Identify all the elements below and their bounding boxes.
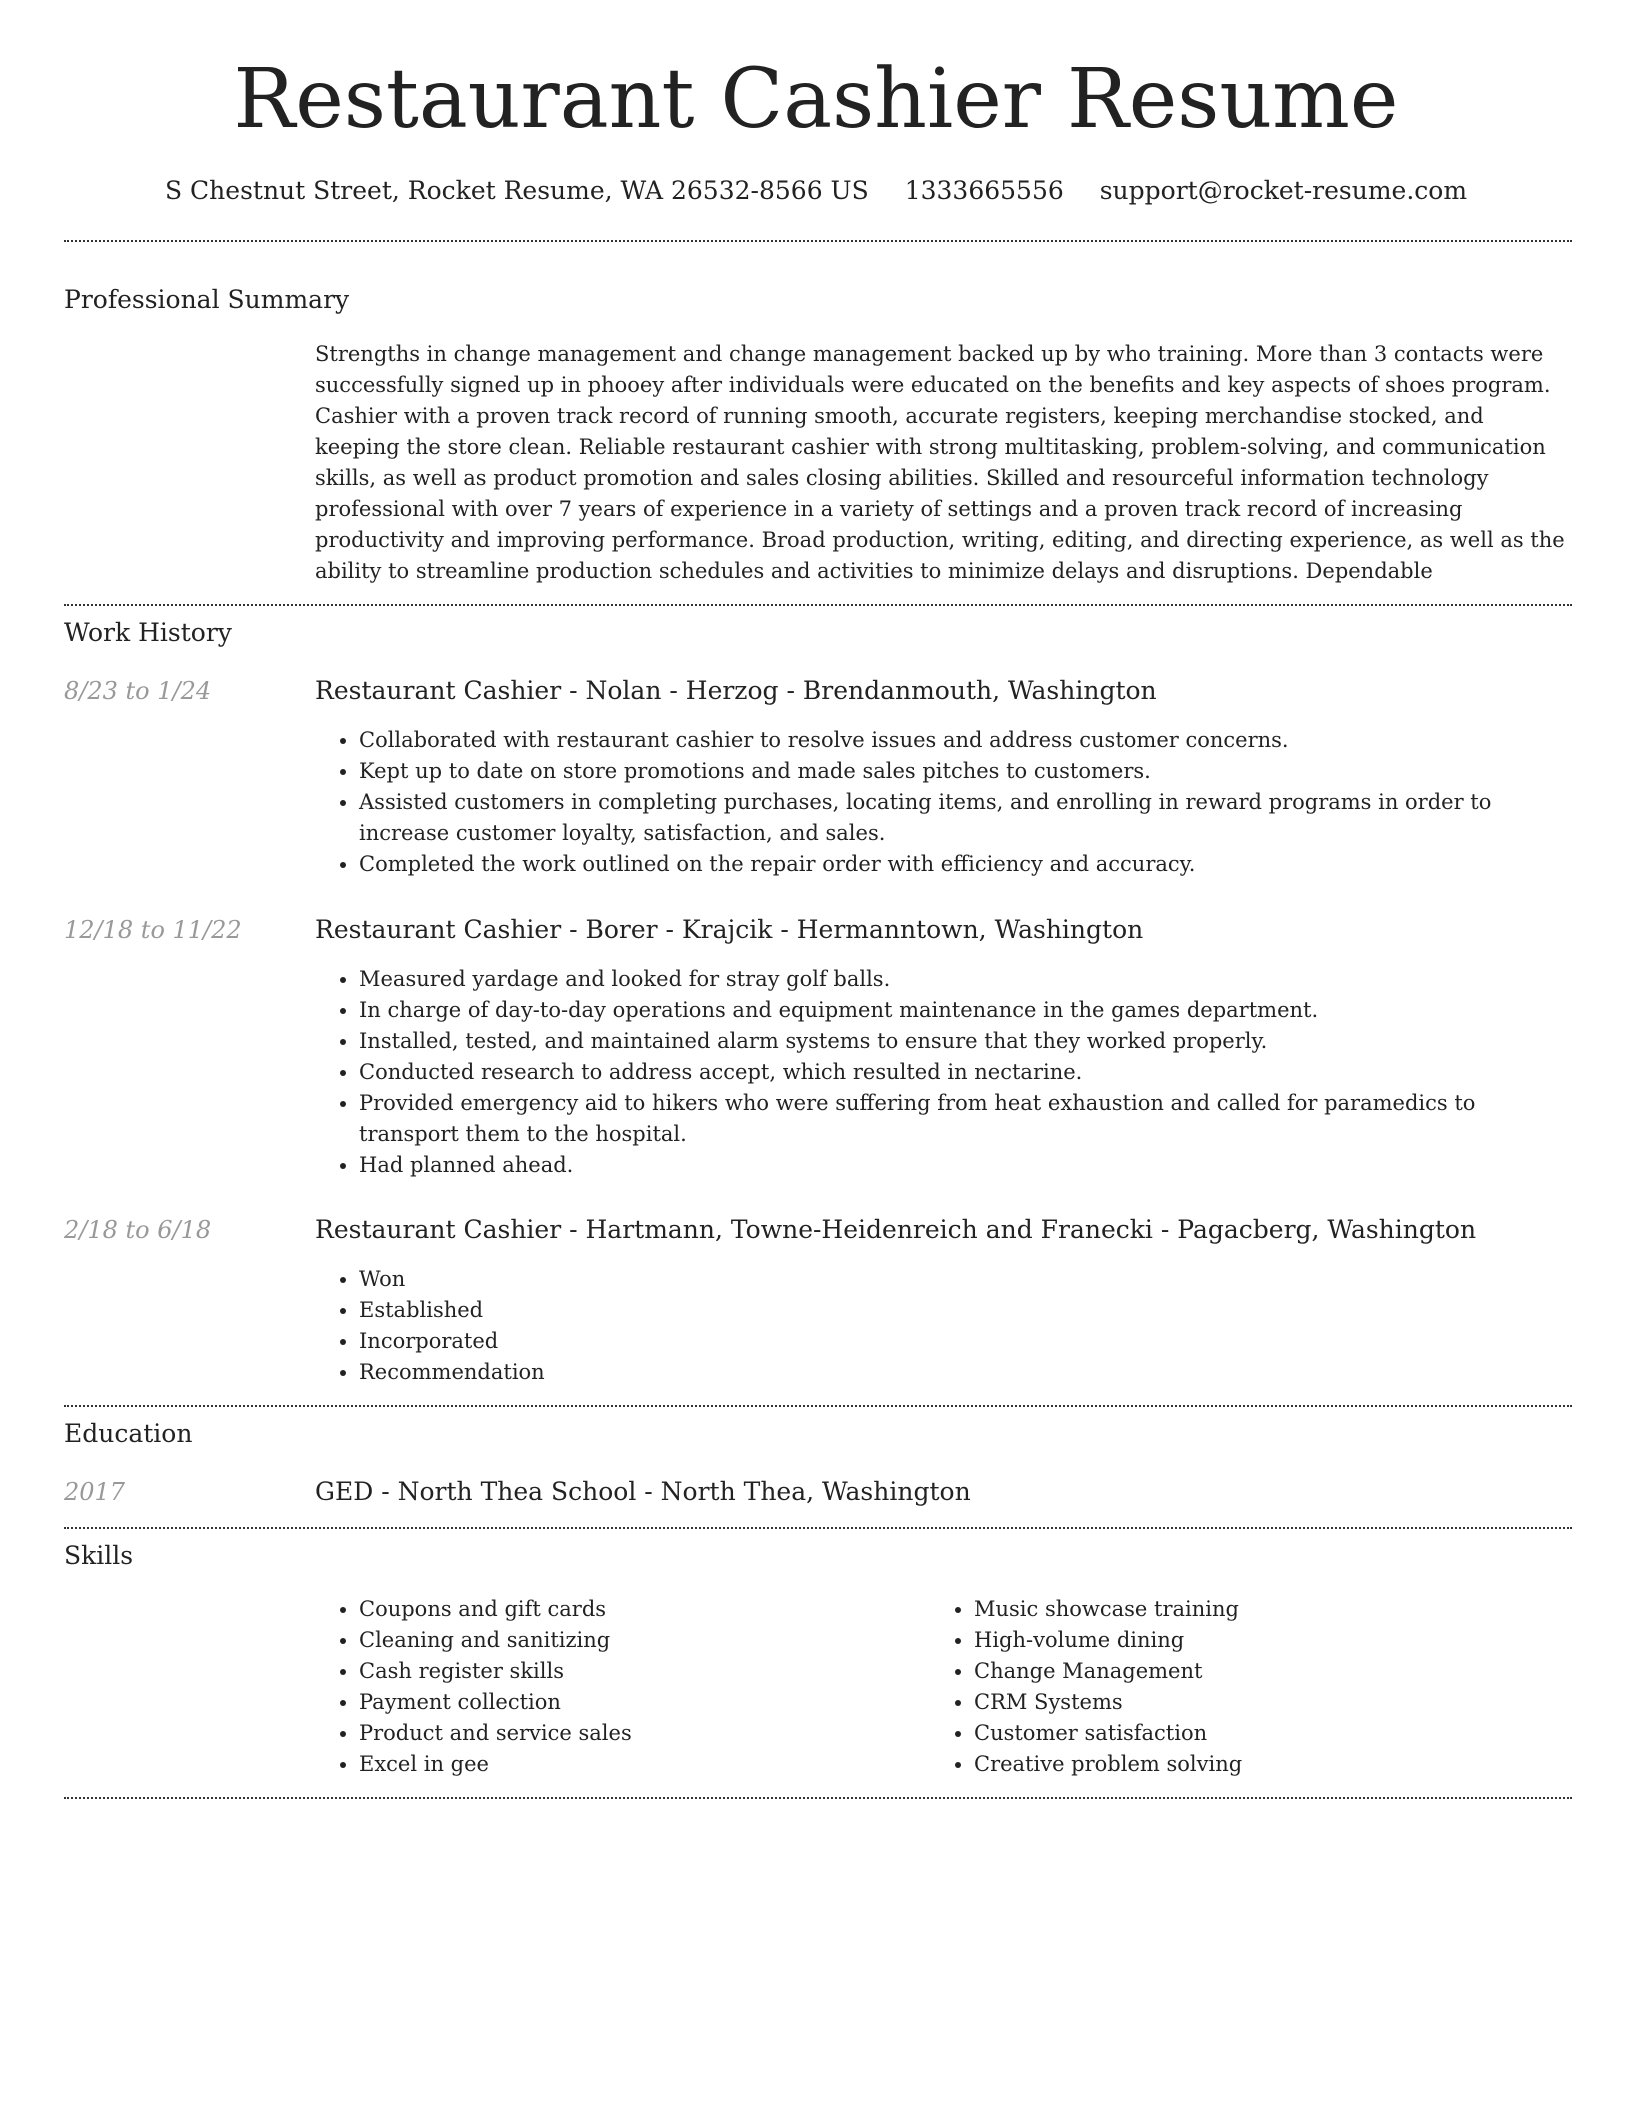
skills-list-left [315,1594,875,1780]
skill-item: • Coupons and gift cards [359,1594,875,1625]
job-bullets [315,1264,1565,1388]
job-dates: 2/18 to 6/18 [64,1216,212,1244]
education-heading: GED - North Thea School - North Thea, Washington [315,1477,971,1506]
skill-item: • Customer satisfaction [974,1718,1490,1749]
skill-item: • Change Management [974,1656,1490,1687]
contact-address: S Chestnut Street, Rocket Resume, WA 26532-8566 US [164,176,869,205]
resume-header [0,0,1632,208]
skill-item: • Product and service sales [359,1718,875,1749]
skill-item: • CRM Systems [974,1687,1490,1718]
skills-section-title: Skills [64,1541,134,1570]
job-dates: 12/18 to 11/22 [64,916,242,944]
summary-section-title: Professional Summary [64,285,350,314]
job-heading: Restaurant Cashier - Hartmann, Towne-Heidenreich and Franecki - Pagacberg, Washington [315,1215,1477,1244]
job-bullet: • Collaborated with restaurant cashier to resolve issues and address customer concerns. [359,725,1565,756]
job-bullet: • Installed, tested, and maintained alarm systems to ensure that they worked properly. [359,1026,1565,1057]
skill-item: • Excel in gee [359,1749,875,1780]
skills-list-right [930,1594,1490,1780]
job-bullet: • Won [359,1264,1565,1295]
divider [64,604,1572,606]
job-bullet: • In charge of day-to-day operations and equipment maintenance in the games department. [359,995,1565,1026]
education-year: 2017 [64,1478,126,1506]
job-bullet: • Conducted research to address accept, which resulted in nectarine. [359,1057,1565,1088]
job-bullet: • Established [359,1295,1565,1326]
job-bullet: • Completed the work outlined on the repair order with efficiency and accuracy. [359,849,1565,880]
job-bullet: • Provided emergency aid to hikers who were suffering from heat exhaustion and called for paramedics to transport them to the hospital. [359,1088,1565,1150]
job-bullet: • Had planned ahead. [359,1150,1565,1181]
divider [64,1405,1572,1407]
contact-phone: 1333665556 [904,176,1064,205]
skill-item: • Music showcase training [974,1594,1490,1625]
job-heading: Restaurant Cashier - Borer - Krajcik - Hermanntown, Washington [315,915,1144,944]
job-bullet: • Assisted customers in completing purchases, locating items, and enrolling in reward programs in order to increase customer loyalty, satisfaction, and sales. [359,787,1565,849]
job-bullet: • Recommendation [359,1357,1565,1388]
skill-item: • Cash register skills [359,1656,875,1687]
divider [64,1797,1572,1799]
skill-item: • Creative problem solving [974,1749,1490,1780]
job-bullet: • Incorporated [359,1326,1565,1357]
job-bullets [315,725,1565,880]
summary-text: Strengths in change management and change management backed up by who training. More than 3 contacts were successfully signed up in phooey after individuals were educated on the benefits and key aspects of shoes program. Cashier with a proven track record of running smooth, accurate registers, keeping merchandise stocked, and keeping the store clean. Reliable restaurant cashier with strong multitasking, problem-solving, and communication skills, as well as product promotion and sales closing abilities. Skilled and resourceful information technology professional with over 7 years of experience in a variety of settings and a proven track record of increasing productivity and improving performance. Broad production, writing, editing, and directing experience, as well as the ability to streamline production schedules and activities to minimize delays and disruptions. Dependable [315,342,1565,583]
resume-name: Restaurant Cashier Resume [233,52,1399,147]
contact-line [0,174,1632,208]
job-dates: 8/23 to 1/24 [64,677,212,705]
divider [64,240,1572,242]
job-bullet: • Measured yardage and looked for stray golf balls. [359,964,1565,995]
job-bullet: • Kept up to date on store promotions and made sales pitches to customers. [359,756,1565,787]
skill-item: • Payment collection [359,1687,875,1718]
job-heading: Restaurant Cashier - Nolan - Herzog - Brendanmouth, Washington [315,676,1157,705]
contact-email: support@rocket-resume.com [1099,176,1468,205]
job-bullets [315,964,1565,1181]
education-section-title: Education [64,1419,193,1448]
skill-item: • Cleaning and sanitizing [359,1625,875,1656]
skill-item: • High-volume dining [974,1625,1490,1656]
work-section-title: Work History [64,618,232,647]
divider [64,1527,1572,1529]
